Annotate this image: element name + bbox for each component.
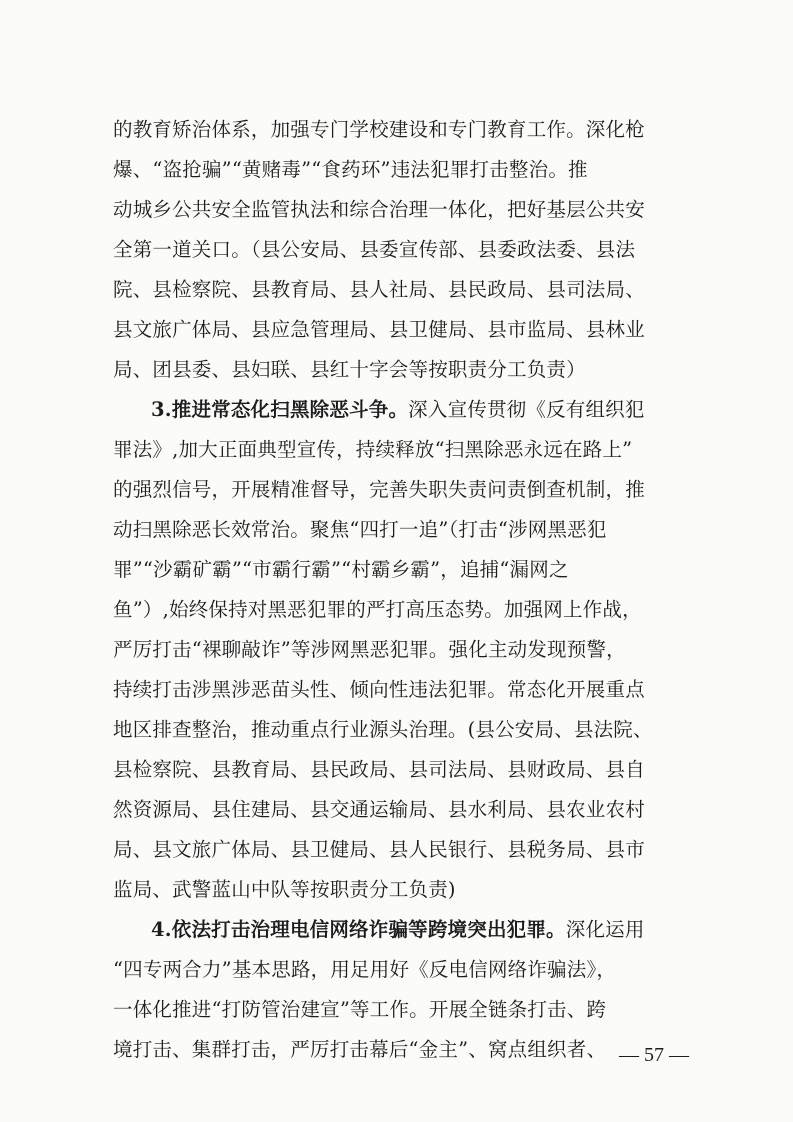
paragraph-1-line-7: 局、团县委、县妇联、县红十字会等按职责分工负责） [113,358,586,381]
section-4-first-line-text: 深化运用 [565,918,645,941]
section-4-first-line [151,910,683,950]
section-3-line-3: 的强烈信号，开展精准督导，完善失职失责问责倒查机制，推 [113,478,645,501]
section-3-line-10: 县检察院、县教育局、县民政局、县司法局、县财政局、县自 [113,758,645,781]
section-3-line-9: 地区排查整治，推动重点行业源头治理。(县公安局、县法院、 [113,718,653,741]
paragraph-1-line-5: 院、县检察院、县教育局、县人社局、县民政局、县司法局、 [113,278,645,301]
paragraph-1-line-2: 爆、“盗抢骗”“黄赌毒”“食药环”违法犯罪打击整治。推 [113,158,588,181]
section-3-first-line [151,390,683,430]
section-3-line-13: 监局、武警蓝山中队等按职责分工负责) [113,878,456,901]
section-3-line-12: 局、县文旅广体局、县卫健局、县人民银行、县税务局、县市 [113,838,645,861]
section-3-line-2: 罪法》,加大正面典型宣传，持续释放“扫黑除恶永远在路上” [113,438,633,461]
page-number: — 57 — [619,1044,689,1066]
section-3-line-8: 持续打击涉黑涉恶苗头性、倾向性违法犯罪。常态化开展重点 [113,678,645,701]
section-4-line-4: 境打击、集群打击，严厉打击幕后“金主”、窝点组织者、 [113,1038,607,1061]
paragraph-1-line-6: 县文旅广体局、县应急管理局、县卫健局、县市监局、县林业 [113,318,645,341]
paragraph-1-line-3: 动城乡公共安全监管执法和综合治理一体化，把好基层公共安 [113,198,645,221]
section-3-heading: 3.推进常态化扫黑除恶斗争。 [151,398,409,421]
section-4-line-3: 一体化推进“打防管治建宣”等工作。开展全链条打击、跨 [113,998,607,1021]
section-3-line-5: 罪”“沙霸矿霸”“市霸行霸”“村霸乡霸”，追捕“漏网之 [113,558,569,581]
paragraph-1-line-1: 的教育矫治体系，加强专门学校建设和专门教育工作。深化枪 [113,118,645,141]
section-3-line-4: 动扫黑除恶长效常治。聚焦“四打一追”（打击“涉网黑恶犯 [113,518,607,541]
paragraph-1-line-4: 全第一道关口。（县公安局、县委宣传部、县委政法委、县法 [113,238,636,261]
section-3-line-6: 鱼”）,始终保持对黑恶犯罪的严打高压态势。加强网上作战， [113,598,642,621]
section-3-first-line-text: 深入宣传贯彻《反有组织犯 [408,398,645,421]
section-3-line-11: 然资源局、县住建局、县交通运输局、县水利局、县农业农村 [113,798,645,821]
section-4-heading: 4.依法打击治理电信网络诈骗等跨境突出犯罪。 [151,918,566,941]
section-3-line-7: 严厉打击“裸聊敲诈”等涉网黑恶犯罪。强化主动发现预警， [113,638,626,661]
section-4-line-2: “四专两合力”基本思路，用足用好《反电信网络诈骗法》， [113,958,617,981]
